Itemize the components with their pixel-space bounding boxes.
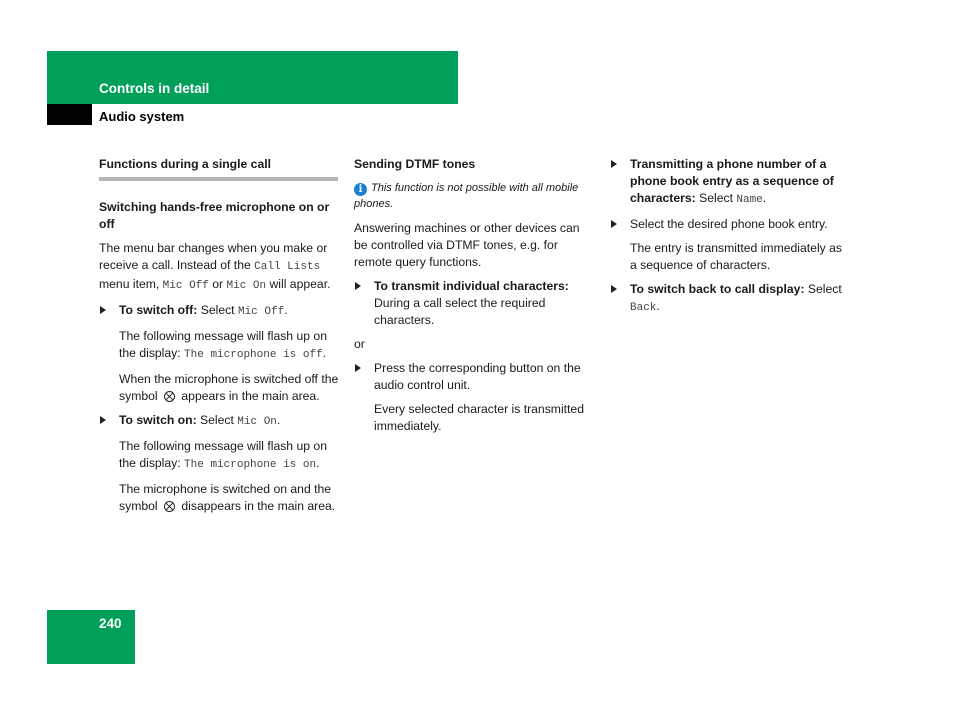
step-transmit-phonebook bbox=[610, 156, 850, 209]
text: . bbox=[656, 299, 660, 313]
page-number: 240 bbox=[99, 616, 122, 631]
display-text: Mic Off bbox=[162, 280, 209, 292]
intro-paragraph bbox=[99, 240, 339, 295]
step-label: To switch on: bbox=[119, 413, 197, 427]
mic-off-icon bbox=[164, 501, 175, 512]
bullet-triangle-icon bbox=[355, 364, 361, 372]
bullet-triangle-icon bbox=[611, 160, 617, 168]
column-1 bbox=[99, 156, 339, 522]
text: The microphone is switched on and the symbol bbox=[119, 482, 332, 513]
column-2 bbox=[354, 156, 592, 442]
page-number-box bbox=[47, 610, 135, 664]
text: When the microphone is switched off the symbol bbox=[119, 372, 339, 403]
text: will appear. bbox=[266, 277, 331, 291]
text: appears in the main area. bbox=[181, 389, 320, 403]
section-subtitle: Audio system bbox=[99, 109, 185, 124]
step-select-entry bbox=[610, 216, 850, 233]
text: . bbox=[276, 413, 281, 427]
subhead: Switching hands-free microphone on or off bbox=[99, 200, 330, 231]
text: . bbox=[762, 191, 767, 205]
text: Select bbox=[695, 191, 737, 205]
display-text: Mic On bbox=[237, 416, 277, 428]
display-text: The microphone is off bbox=[184, 349, 323, 361]
bullet-triangle-icon bbox=[100, 306, 106, 314]
step-note bbox=[99, 438, 339, 474]
text: The following message will flash up on the display: bbox=[119, 439, 327, 470]
text: Select bbox=[197, 303, 238, 317]
step-label: To transmit individual characters: bbox=[374, 279, 569, 293]
bullet-triangle-icon bbox=[355, 282, 361, 290]
step-label: To switch off: bbox=[119, 303, 198, 317]
section-title: Sending DTMF tones bbox=[354, 157, 476, 171]
note-text: This function is not possible with all mobile phones. bbox=[354, 182, 579, 210]
text: menu item, bbox=[99, 277, 163, 291]
paragraph: Answering machines or other devices can be controlled via DTMF tones, e.g. for remote query functions. bbox=[354, 221, 580, 269]
step-note bbox=[99, 328, 339, 364]
chapter-title: Controls in detail bbox=[99, 81, 210, 96]
step-label: Transmitting a phone number of a phone book entry as a sequence of characters: bbox=[630, 157, 834, 205]
text: or bbox=[208, 277, 227, 291]
bullet-triangle-icon bbox=[611, 285, 617, 293]
bullet-triangle-icon bbox=[611, 220, 617, 228]
info-note bbox=[354, 181, 592, 212]
text: . bbox=[322, 346, 327, 360]
display-text: The microphone is on bbox=[184, 459, 317, 471]
step-press-button bbox=[354, 360, 592, 394]
text: During a call select the required characters. bbox=[374, 296, 546, 327]
display-text: Back bbox=[630, 302, 657, 314]
step-transmit-characters bbox=[354, 278, 592, 329]
step-note: Every selected character is transmitted immediately. bbox=[374, 402, 584, 433]
text: The menu bar changes when you make or receive a call. Instead of the bbox=[99, 241, 328, 272]
step-note bbox=[99, 371, 339, 405]
text: Select bbox=[804, 282, 842, 296]
section-rule bbox=[99, 177, 338, 181]
display-text: Mic Off bbox=[237, 306, 285, 318]
info-icon: i bbox=[354, 183, 367, 196]
step-note bbox=[99, 481, 339, 515]
section-title: Functions during a single call bbox=[99, 157, 271, 171]
bullet-triangle-icon bbox=[100, 416, 106, 424]
display-text: Call Lists bbox=[254, 261, 321, 273]
display-text: Mic On bbox=[226, 280, 267, 292]
text: Press the corresponding button on the audio control unit. bbox=[374, 361, 581, 392]
section-marker bbox=[47, 104, 92, 125]
text: Select the desired phone book entry. bbox=[630, 217, 828, 231]
mic-off-icon bbox=[164, 391, 175, 402]
or-text: or bbox=[354, 337, 365, 351]
text: Select bbox=[196, 413, 238, 427]
text: . bbox=[284, 303, 288, 317]
column-3 bbox=[610, 156, 850, 324]
step-switch-off bbox=[99, 302, 339, 321]
step-note: The entry is transmitted immediately as a sequence of characters. bbox=[630, 241, 843, 272]
text: disappears in the main area. bbox=[181, 499, 336, 513]
step-switch-on bbox=[99, 412, 339, 431]
text: . bbox=[316, 456, 320, 470]
display-text: Name bbox=[736, 194, 763, 206]
step-label: To switch back to call display: bbox=[630, 282, 805, 296]
step-back-to-call bbox=[610, 281, 850, 317]
text: The following message will flash up on the display: bbox=[119, 329, 327, 360]
